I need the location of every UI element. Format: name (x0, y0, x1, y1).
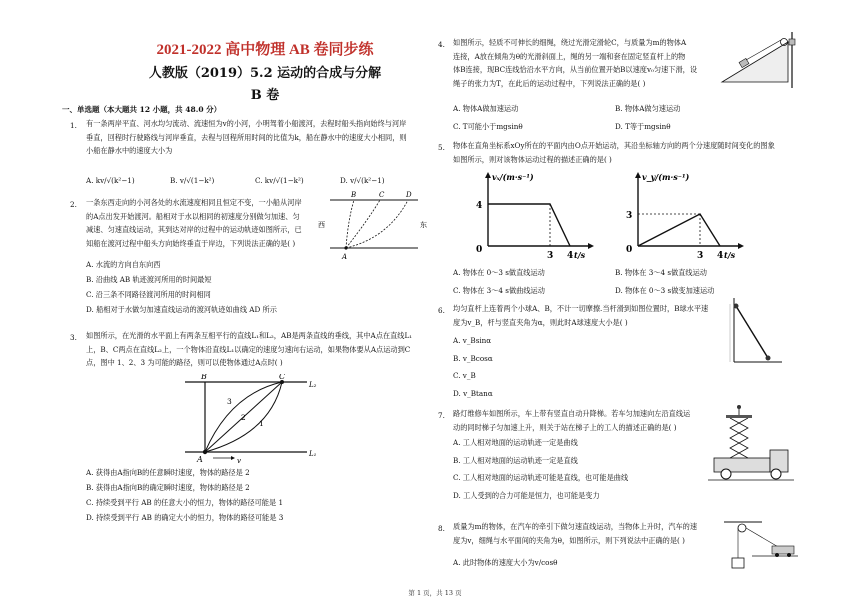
vx-xtick-4: 4 (567, 251, 574, 261)
q3-option-a[interactable]: A. 获得由A指向B的任意瞬时速度，物体的路径是 2 (86, 468, 250, 477)
vx-xlabel: t/s (574, 250, 586, 260)
worker (737, 405, 741, 409)
q5-number: 5. (438, 143, 445, 152)
page-subtitle: 人教版（2019）5.2 运动的合成与分解 (148, 66, 382, 81)
q6-line: 度为v_B，杆与竖直夹角为α，则此时A球速度大小是( ) (453, 317, 628, 327)
q8-number: 8. (438, 524, 445, 533)
q6-stem (453, 302, 723, 329)
q4-line: 绳子的张力为T，在此后的运动过程中，下列说法正确的是( ) (453, 78, 646, 88)
q7-stem (453, 407, 723, 434)
vy-line (638, 214, 720, 246)
q8-pulley-figure (722, 518, 800, 580)
section-heading: 一、单选题（本大题共 12 小题，共 48.0 分） (62, 105, 222, 114)
q4-line: 如图所示，轻质不可伸长的细绳，绕过光滑定滑轮C，与质量为m的物体A (453, 38, 687, 47)
q4-stem (453, 36, 733, 90)
q4-line: 连接，A放在倾角为θ的光滑斜面上，绳的另一端和套在固定竖直杆上的物 (453, 51, 686, 61)
q6-option-b[interactable]: B. v_Bcosα (453, 353, 493, 363)
wheel-front (771, 469, 781, 479)
ball-a (734, 304, 739, 309)
q2-option-b[interactable]: B. 沿曲线 AB 轨迹渡河所用的时间最短 (86, 275, 212, 284)
vx-ytick-0: 0 (476, 245, 483, 255)
q1-option-d[interactable]: D. v/√(k²−1) (340, 176, 385, 185)
q3-option-c[interactable]: C. 持续受到平行 AB 的任意大小的恒力，物体的路径可能是 1 (86, 498, 284, 507)
q7-option-b[interactable]: B. 工人相对地面的运动轨迹一定是直线 (453, 455, 578, 465)
pulley (738, 524, 746, 532)
q2-line: 一条东西走向的小河各处的水流速度相同且恒定不变，一小船从河岸 (86, 198, 302, 207)
block-b (789, 39, 795, 45)
vx-line (488, 204, 570, 246)
q2-line: 减速、匀速直线运动，其到达对岸的过程中的运动轨迹如图所示，已 (86, 225, 302, 234)
q4-option-a[interactable]: A. 物体A做加速运动 (453, 104, 519, 113)
vx-xtick-3: 3 (547, 251, 554, 261)
q2-option-d[interactable]: D. 船相对于水做匀加速直线运动的渡河轨迹如曲线 AD 所示 (86, 305, 277, 314)
q6-rod-figure (726, 296, 786, 368)
q4-option-c[interactable]: C. T可能小于mgsinθ (453, 122, 523, 131)
truck-cab (770, 450, 788, 472)
q7-option-d[interactable]: D. 工人受到的合力可能是恒力，也可能是变力 (453, 490, 600, 500)
point-a (203, 450, 207, 454)
q8-line: 度为v，细绳与水平面间的夹角为θ，如图所示，则下列说法中正确的是( ) (453, 535, 685, 545)
q6-option-d[interactable]: D. v_Btanα (453, 388, 493, 398)
vy-xtick-3: 3 (697, 251, 704, 261)
label-l1: L₁ (309, 450, 317, 458)
q3-stem (86, 329, 436, 370)
q7-option-c[interactable]: C. 工人相对地面的运动轨迹可能是直线，也可能是曲线 (453, 473, 629, 482)
label-d: D (406, 191, 412, 199)
label-b: B (201, 374, 207, 381)
q1-option-c[interactable]: C. kv/√(1−k²) (255, 176, 304, 185)
q5-option-b[interactable]: B. 物体在 3～4 s做直线运动 (615, 268, 707, 277)
q6-options (453, 334, 493, 400)
label-l2: L₂ (309, 381, 317, 389)
vy-xlabel: t/s (724, 250, 736, 260)
q2-option-a[interactable]: A. 水流的方向自东向西 (86, 260, 161, 269)
q3-line: 点，图中 1、2、3 为可能的路径，则可以使物体通过A点时( ) (86, 358, 283, 367)
q6-line: 均匀直杆上连着两个小球A、B，不计一切摩擦.当杆滑到如图位置时，B球水平速 (453, 304, 709, 313)
q3-line: 上，B、C两点在直线L₂上，一个物体沿直线L₁以确定的速度匀速向右运动，如果物体要从A点运动到C (86, 344, 411, 354)
q1-option-a[interactable]: A. kv/√(k²−1) (86, 176, 135, 185)
label-a: A (197, 455, 203, 464)
q4-number: 4. (438, 40, 445, 49)
vy-y-arrow (635, 172, 641, 178)
q5-vx-chart (470, 170, 595, 262)
path-ab (346, 200, 354, 248)
q1-line: 垂直，回程时行驶路线与河岸垂直，去程与回程所用时间的比值为k，船在静水中的速度大小相同，则 (86, 132, 407, 142)
car (772, 546, 794, 554)
q2-option-c[interactable]: C. 沿三条不同路径渡河所用的时间相同 (86, 290, 211, 299)
rope-slant (746, 528, 780, 548)
hanging-mass (732, 558, 744, 568)
point-a (344, 246, 347, 249)
vy-ylabel: v_y/(m·s⁻¹) (642, 172, 690, 182)
q7-number: 7. (438, 411, 445, 420)
q1-number: 1. (70, 121, 77, 130)
q1-line: 有一条两岸平直、河水均匀流动、流速恒为v的小河，小明驾着小船渡河，去程时船头指向始终与河岸 (86, 119, 407, 128)
q1-stem (86, 117, 436, 158)
q2-stem (86, 196, 336, 250)
vy-ytick-3: 3 (626, 211, 633, 221)
q2-line: 知船在渡河过程中船头方向始终垂直于岸边，下列说法正确的是( ) (86, 238, 296, 248)
q3-line: 如图所示，在光滑的水平面上有两条互相平行的直线L₁和L₂，AB是两条直线的垂线，其中A点在直线L₁ (86, 331, 413, 340)
wheel-rear (721, 469, 731, 479)
car-wheel (787, 553, 791, 557)
volume-label: B 卷 (250, 88, 280, 103)
velocity-arrowhead (231, 456, 235, 460)
label-east: 东 (420, 221, 427, 229)
q6-number: 6. (438, 306, 445, 315)
label-path-3: 3 (227, 397, 232, 406)
incline (722, 42, 788, 82)
rod (736, 306, 768, 358)
q3-option-b[interactable]: B. 获得由A指向B的确定瞬时速度，物体的路径是 2 (86, 483, 250, 492)
label-c: C (379, 191, 385, 199)
q5-option-a[interactable]: A. 物体在 0～3 s做直线运动 (453, 268, 545, 277)
q5-option-c[interactable]: C. 物体在 3～4 s做曲线运动 (453, 286, 545, 295)
vy-ytick-0: 0 (626, 245, 633, 255)
q7-truck-figure (706, 404, 796, 486)
label-c: C (279, 374, 286, 381)
q3-number: 3. (70, 333, 77, 342)
vx-y-arrow (485, 172, 491, 178)
q4-incline-figure (718, 30, 798, 90)
label-a: A (342, 253, 348, 261)
vy-x-arrow (738, 243, 744, 249)
page-footer: 第 1 页，共 13 页 (408, 589, 462, 597)
q4-option-d[interactable]: D. T等于mgsinθ (615, 122, 671, 131)
q8-option-a[interactable]: A. 此时物体的速度大小为v/cosθ (453, 558, 558, 567)
q5-option-d[interactable]: D. 物体在 0～3 s做变加速运动 (615, 286, 715, 295)
label-west: 西 (318, 221, 325, 229)
q6-option-a[interactable]: A. v_Bsinα (453, 336, 492, 345)
path-ac (346, 200, 380, 248)
q2-line: 的A点出发开始渡河。船相对于水以相同的初速度分别做匀加速、匀 (86, 211, 300, 221)
lift-platform (726, 415, 752, 418)
vx-ytick-4: 4 (476, 201, 483, 211)
label-b: B (351, 191, 357, 199)
vy-xtick-4: 4 (717, 251, 724, 261)
q4-line: 体B连接，现BC连线恰沿水平方向，从当前位置开始B以速度v₀匀速下滑，设 (453, 65, 698, 74)
lift-scissor-a (730, 418, 748, 458)
label-v: v (237, 457, 241, 464)
q7-line: 动的同时梯子匀加速上升，则关于站在梯子上的工人的描述正确的是( ) (453, 422, 677, 432)
q2-river-figure (318, 190, 428, 268)
q3-option-d[interactable]: D. 持续受到平行 AB 的确定大小的恒力，物体的路径可能是 3 (86, 513, 284, 522)
q5-line: 物体在直角坐标系xOy所在的平面内由O点开始运动，其沿坐标轴方向的两个分速度随时间变化的图象 (453, 141, 775, 150)
vx-x-arrow (588, 243, 594, 249)
q1-line: 小船在静水中的速度大小为 (86, 146, 173, 155)
q1-option-b[interactable]: B. v/√(1−k²) (170, 176, 215, 185)
lift-scissor-b (730, 418, 748, 458)
q8-line: 质量为m的物体，在汽车的牵引下做匀速直线运动，当物体上升时，汽车的速 (453, 522, 698, 531)
q2-number: 2. (70, 200, 77, 209)
q8-stem (453, 520, 713, 547)
ball-b (766, 356, 771, 361)
q2-options (86, 258, 277, 317)
q3-path-figure (175, 374, 325, 464)
page-title: 2021-2022 高中物理 AB 卷同步练 (156, 42, 374, 58)
q7-options (453, 436, 628, 502)
path-ad (346, 200, 408, 248)
label-path-2: 2 (241, 413, 246, 422)
car-wheel (775, 553, 779, 557)
q5-stem (453, 139, 793, 166)
q5-vy-chart (620, 170, 745, 262)
q7-line: 路灯维修车如图所示，车上带有竖直自动升降梯。若车匀加速向左沿直线运 (453, 409, 691, 418)
q7-option-a[interactable]: A. 工人相对地面的运动轨迹一定是曲线 (453, 438, 578, 447)
vx-ylabel: vₓ/(m·s⁻¹) (492, 172, 534, 182)
q6-option-c[interactable]: C. v_B (453, 371, 476, 380)
q5-line: 如图所示，则对该物体运动过程的描述正确的是( ) (453, 154, 612, 164)
q4-option-b[interactable]: B. 物体A做匀速运动 (615, 104, 681, 113)
q3-options (86, 466, 283, 525)
label-path-1: 1 (259, 419, 264, 428)
